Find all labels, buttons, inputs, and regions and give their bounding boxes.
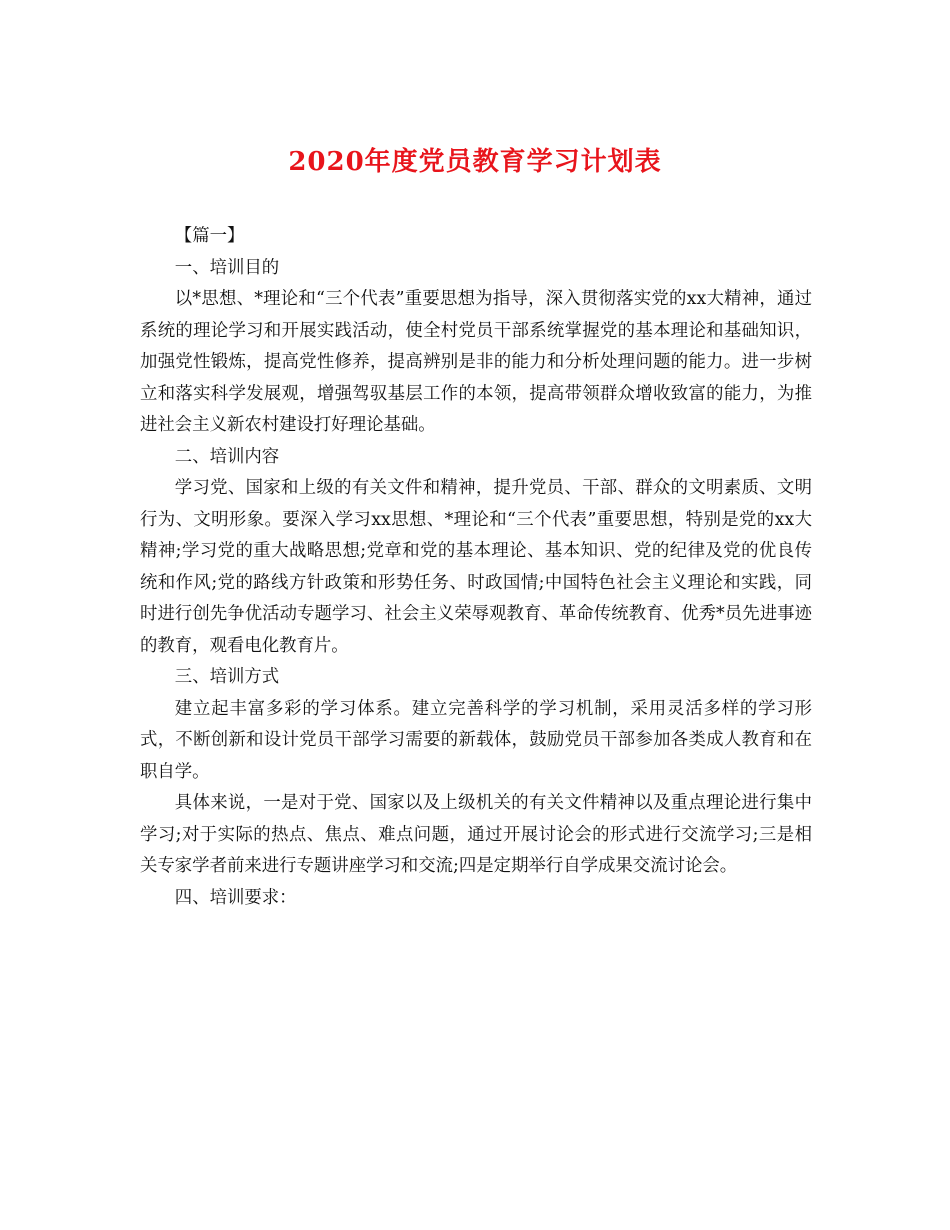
paragraph-content: 学习党、国家和上级的有关文件和精神，提升党员、干部、群众的文明素质、文明行为、文明形象。要深入学习xx思想、*理论和“三个代表”重要思想，特别是党的xx大精神;学习党的重大战略思想;党章和党的基本理论、基本知识、党的纪律及党的优良传统和作风;党的路线方针政策和形势任务、时政国情;中国特色社会主义理论和实践，同时进行创先争优活动专题学习、社会主义荣辱观教育、革命传统教育、优秀*员先进事迹的教育，观看电化教育片。 <box>140 478 812 656</box>
paragraph-method: 建立起丰富多彩的学习体系。建立完善科学的学习机制，采用灵活多样的学习形式，不断创新和设计党员干部学习需要的新载体，鼓励党员干部参加各类成人教育和在职自学。 <box>140 698 812 782</box>
paragraph-purpose: 以*思想、*理论和“三个代表”重要思想为指导，深入贯彻落实党的xx大精神，通过系统的理论学习和开展实践活动，使全村党员干部系统掌握党的基本理论和基础知识，加强党性锻炼，提高党性修养，提高辨别是非的能力和分析处理问题的能力。进一步树立和落实科学发展观，增强驾驭基层工作的本领，提高带领群众增收致富的能力，为推进社会主义新农村建设打好理论基础。 <box>140 289 812 435</box>
document-body <box>140 221 812 914</box>
section-label: 【篇一】 <box>174 226 245 246</box>
document-title: 2020年度党员教育学习计划表 <box>288 147 662 177</box>
section-heading-purpose: 一、培训目的 <box>174 257 280 278</box>
paragraph-method-detail: 具体来说，一是对于党、国家以及上级机关的有关文件精神以及重点理论进行集中学习;对于实际的热点、焦点、难点问题，通过开展讨论会的形式进行交流学习;三是相关专家学者前来进行专题讲座学习和交流;四是定期举行自学成果交流讨论会。 <box>140 793 812 876</box>
section-heading-content: 二、培训内容 <box>174 446 280 467</box>
section-heading-method: 三、培训方式 <box>174 667 280 687</box>
section-heading-requirements: 四、培训要求： <box>174 887 297 908</box>
